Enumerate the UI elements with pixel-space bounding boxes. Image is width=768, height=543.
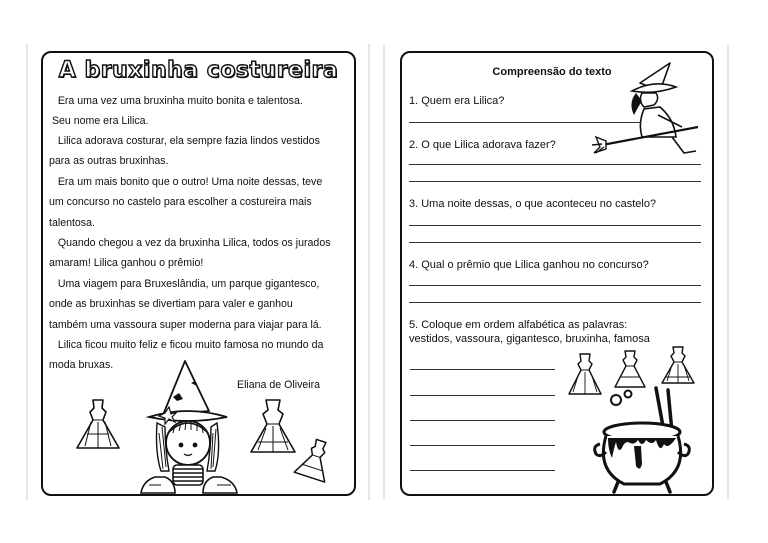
story-line: Uma viagem para Bruxeslândia, um parque gigantesco, bbox=[49, 278, 320, 290]
answer-line[interactable] bbox=[409, 225, 701, 226]
cauldron-icon bbox=[594, 388, 694, 493]
page-divider-center-right bbox=[383, 44, 385, 500]
answer-line[interactable] bbox=[410, 420, 555, 421]
question-5: 5. Coloque em ordem alfabética as palavras: bbox=[409, 319, 628, 331]
story-line: onde as bruxinhas se divertiam para valer e ganhou bbox=[49, 298, 293, 310]
answer-line[interactable] bbox=[409, 181, 701, 182]
comprehension-card bbox=[400, 51, 714, 496]
story-line: Seu nome era Lilica. bbox=[49, 115, 149, 127]
flying-witch-illustration bbox=[598, 57, 708, 162]
answer-line[interactable] bbox=[409, 242, 701, 243]
story-line: Quando chegou a vez da bruxinha Lilica, todos os jurados bbox=[49, 237, 331, 249]
dress-icon bbox=[611, 349, 649, 391]
answer-line[interactable] bbox=[409, 164, 701, 165]
dress-icon bbox=[293, 438, 338, 483]
witch-girl-illustration bbox=[135, 353, 245, 498]
word-list: vestidos, vassoura, gigantesco, bruxinha, famosa bbox=[409, 333, 650, 345]
story-line: Lilica adorava costurar, ela sempre fazia lindos vestidos bbox=[49, 135, 320, 147]
story-line: um concurso no castelo para escolher a costureira mais bbox=[49, 196, 312, 208]
page-divider-left bbox=[26, 44, 28, 500]
answer-line[interactable] bbox=[409, 285, 701, 286]
answer-line[interactable] bbox=[410, 395, 555, 396]
comprehension-title: Compreensão do texto bbox=[492, 66, 612, 78]
question-2: 2. O que Lilica adorava fazer? bbox=[409, 139, 556, 151]
question-3: 3. Uma noite dessas, o que aconteceu no castelo? bbox=[409, 198, 657, 210]
question-4: 4. Qual o prêmio que Lilica ganhou no concurso? bbox=[409, 259, 649, 271]
story-card bbox=[41, 51, 356, 496]
answer-line[interactable] bbox=[409, 302, 701, 303]
author-name: Eliana de Oliveira bbox=[237, 379, 321, 391]
story-title: A bruxinha costureira bbox=[58, 58, 339, 83]
story-line: Era uma vez uma bruxinha muito bonita e talentosa. bbox=[49, 95, 303, 107]
story-line: amaram! Lilica ganhou o prêmio! bbox=[49, 257, 204, 269]
story-line: para as outras bruxinhas. bbox=[49, 155, 169, 167]
story-line: Lilica ficou muito feliz e ficou muito famosa no mundo da bbox=[49, 339, 324, 351]
dress-icon bbox=[73, 398, 123, 453]
story-line: moda bruxas. bbox=[49, 359, 114, 371]
answer-line[interactable] bbox=[409, 122, 641, 123]
answer-line[interactable] bbox=[410, 445, 555, 446]
story-line: também uma vassoura super moderna para viajar para lá. bbox=[49, 319, 322, 331]
answer-line[interactable] bbox=[410, 369, 555, 370]
question-1: 1. Quem era Lilica? bbox=[409, 95, 505, 107]
dress-icon bbox=[658, 345, 698, 389]
page-divider-center-left bbox=[368, 44, 370, 500]
page-divider-right bbox=[727, 44, 729, 500]
answer-line[interactable] bbox=[410, 470, 555, 471]
dress-icon bbox=[248, 398, 298, 458]
story-line: Era um mais bonito que o outro! Uma noite dessas, teve bbox=[49, 176, 323, 188]
story-line: talentosa. bbox=[49, 217, 95, 229]
